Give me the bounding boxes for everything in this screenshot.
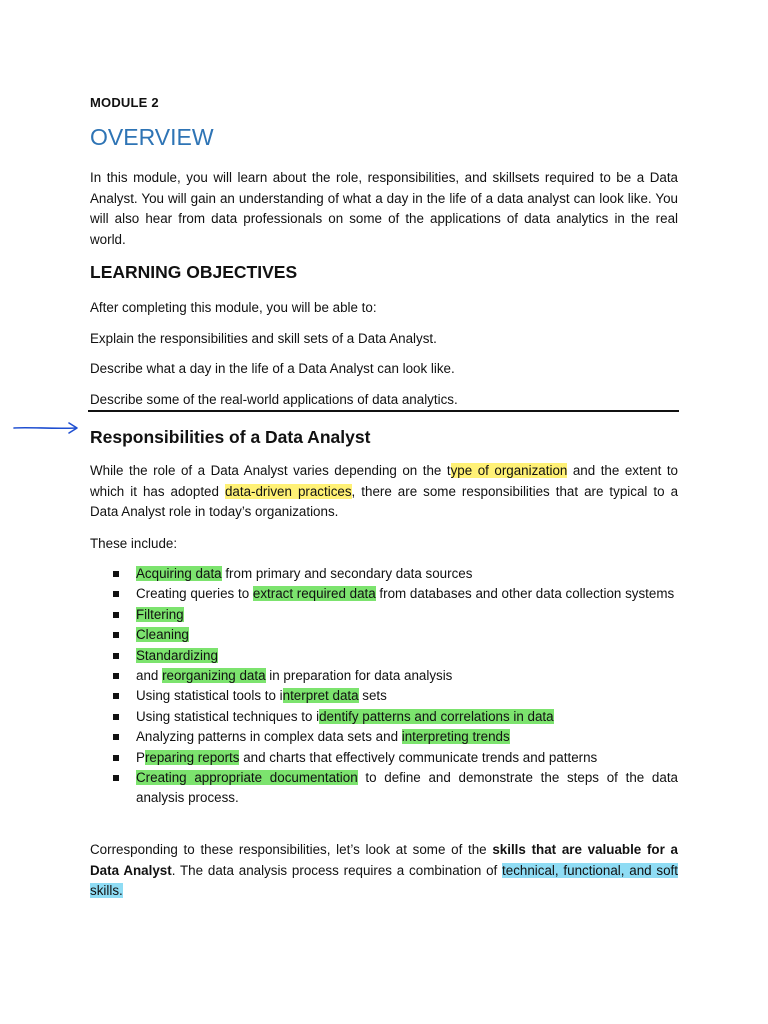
responsibilities-paragraph — [90, 461, 678, 523]
objective-item: Describe some of the real-world applications of data analytics. — [90, 392, 458, 407]
highlight-green: Creating appropriate documentation — [136, 770, 358, 786]
list-item — [90, 625, 678, 645]
text-run: sets — [358, 688, 387, 704]
highlight-green: Cleaning — [136, 627, 189, 643]
text-run: . The data analysis process requires a combination of — [171, 862, 503, 878]
objective-item: Describe what a day in the life of a Data Analyst can look like. — [90, 361, 455, 376]
closing-paragraph — [90, 840, 678, 902]
text-run: and — [136, 668, 163, 684]
list-item — [90, 707, 678, 727]
text-run: P — [136, 749, 145, 765]
highlight-yellow: ype of organization — [450, 463, 568, 478]
list-item — [90, 584, 678, 604]
horizontal-rule — [88, 410, 679, 412]
text-run: to define and demonstrate the steps of the data analysis process. — [136, 770, 678, 806]
text-run: from databases and other data collection systems — [375, 586, 675, 602]
text-run: and charts that effectively communicate trends and patterns — [239, 749, 598, 765]
intro-paragraph: In this module, you will learn about the role, responsibilities, and skillsets required to be a Data Analyst. You will gain an understanding of what a day in the life of a data analyst can look like. You will also hear from data professionals on some of the applications of data analytics in the real world. — [90, 170, 678, 247]
highlight-green: Filtering — [136, 606, 184, 622]
bold-phrase: skills that are valuable for a Data Analyst — [90, 842, 678, 878]
responsibilities-list — [90, 564, 678, 809]
list-item — [90, 748, 678, 768]
responsibilities-heading: Responsibilities of a Data Analyst — [90, 427, 371, 447]
highlight-green: extract required data — [252, 586, 376, 602]
text-run: in preparation for data analysis — [265, 668, 453, 684]
highlight-blue: technical, functional, and soft skills. — [90, 862, 679, 898]
text-run: Corresponding to these responsibilities, let’s look at some of the — [90, 842, 493, 857]
list-item — [90, 646, 678, 666]
overview-heading: OVERVIEW — [90, 124, 214, 150]
highlight-yellow: data-driven practices — [224, 483, 352, 499]
text-run: Using statistical tools to i — [136, 688, 283, 704]
text-run: Using statistical techniques to i — [136, 708, 320, 724]
text-run: While the role of a Data Analyst varies depending on the t — [90, 463, 451, 478]
highlight-green: dentify patterns and correlations in data — [319, 708, 554, 724]
list-item — [90, 727, 678, 747]
list-item — [90, 605, 678, 625]
text-run: from primary and secondary data sources — [221, 566, 473, 581]
list-item — [90, 564, 678, 584]
text-run: Creating queries to — [136, 586, 253, 602]
hand-drawn-arrow-icon — [12, 420, 82, 436]
learning-objectives-heading: LEARNING OBJECTIVES — [90, 262, 298, 282]
highlight-green: Standardizing — [136, 647, 218, 663]
text-run: Analyzing patterns in complex data sets and — [136, 729, 402, 745]
highlight-green: interpreting trends — [401, 729, 510, 745]
list-item — [90, 768, 678, 809]
text-run: and the extent to which it has adopted — [90, 463, 678, 499]
highlight-green: reorganizing data — [162, 668, 266, 684]
text-run: , there are some responsibilities that are typical to a Data Analyst role in today’s organizations. — [90, 483, 679, 519]
list-item — [90, 666, 678, 686]
list-item — [90, 686, 678, 706]
highlight-green: nterpret data — [282, 688, 359, 704]
module-label: MODULE 2 — [90, 95, 159, 110]
highlight-green: reparing reports — [144, 749, 240, 765]
highlight-green: Acquiring data — [136, 566, 222, 581]
objectives-lead: After completing this module, you will be able to: — [90, 300, 377, 315]
these-include-label: These include: — [90, 536, 178, 551]
objective-item: Explain the responsibilities and skill sets of a Data Analyst. — [90, 331, 437, 346]
